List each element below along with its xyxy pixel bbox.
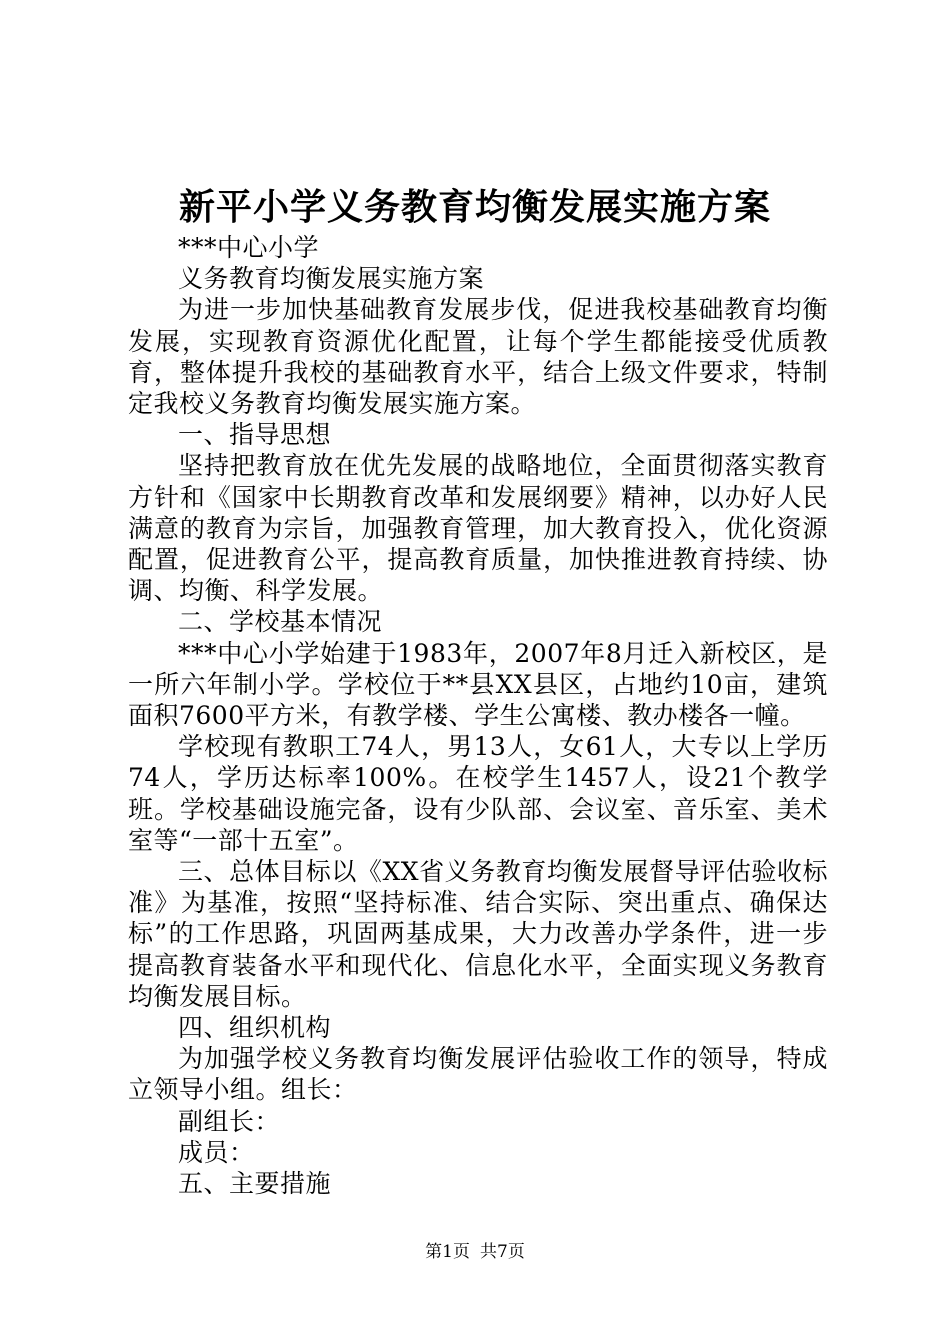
paragraph-school-name: ***中心小学 xyxy=(178,233,320,262)
paragraph-organization: 为加强学校义务教育均衡发展评估验收工作的领导，特成立领导小组。组长： xyxy=(128,1044,828,1105)
heading-school-basics: 二、学校基本情况 xyxy=(178,607,383,637)
paragraph-overall-goals: 三、总体目标以《XX省义务教育均衡发展督导评估验收标准》为基准，按照“坚持标准、结合实际、突出重点、确保达标”的工作思路，巩固两基成果，大力改善办学条件，进一步提高教育装备水平和现代化、信息化水平，全面实现义务教育均衡发展目标。 xyxy=(128,857,828,1011)
document-body xyxy=(128,232,828,1199)
page-footer xyxy=(0,1240,950,1264)
paragraph-school-staff: 学校现有教职工74人，男13人，女61人，大专以上学历74人，学历达标率100%。在校学生1457人，设21个教学班。学校基础设施完备，设有少队部、会议室、音乐室、美术室等“一部十五室”。 xyxy=(128,732,828,855)
heading-guiding-ideology: 一、指导思想 xyxy=(178,420,332,450)
paragraph-guiding-ideology: 坚持把教育放在优先发展的战略地位，全面贯彻落实教育方针和《国家中长期教育改革和发展纲要》精神，以办好人民满意的教育为宗旨，加强教育管理，加大教育投入，优化资源配置，促进教育公平，提高教育质量，加快推进教育持续、协调、均衡、科学发展。 xyxy=(128,451,828,606)
document-title: 新平小学义务教育均衡发展实施方案 xyxy=(178,186,771,228)
paragraph-plan-name: 义务教育均衡发展实施方案 xyxy=(178,264,485,294)
paragraph-deputy-leader: 副组长： xyxy=(178,1106,281,1136)
heading-main-measures: 五、主要措施 xyxy=(178,1169,332,1199)
heading-organization: 四、组织机构 xyxy=(178,1013,332,1043)
paragraph-intro: 为进一步加快基础教育发展步伐，促进我校基础教育均衡发展，实现教育资源优化配置，让每个学生都能接受优质教育，整体提升我校的基础教育水平，结合上级文件要求，特制定我校义务教育均衡发展实施方案。 xyxy=(128,295,828,419)
page-total: 共7页 xyxy=(480,1242,525,1262)
paragraph-members: 成员： xyxy=(178,1137,255,1167)
page-number: 第1页 xyxy=(425,1242,470,1262)
paragraph-school-history: ***中心小学始建于1983年，2007年8月迁入新校区，是一所六年制小学。学校位于**县XX县区，占地约10亩，建筑面积7600平方米，有教学楼、学生公寓楼、教办楼各一幢。 xyxy=(128,638,828,731)
